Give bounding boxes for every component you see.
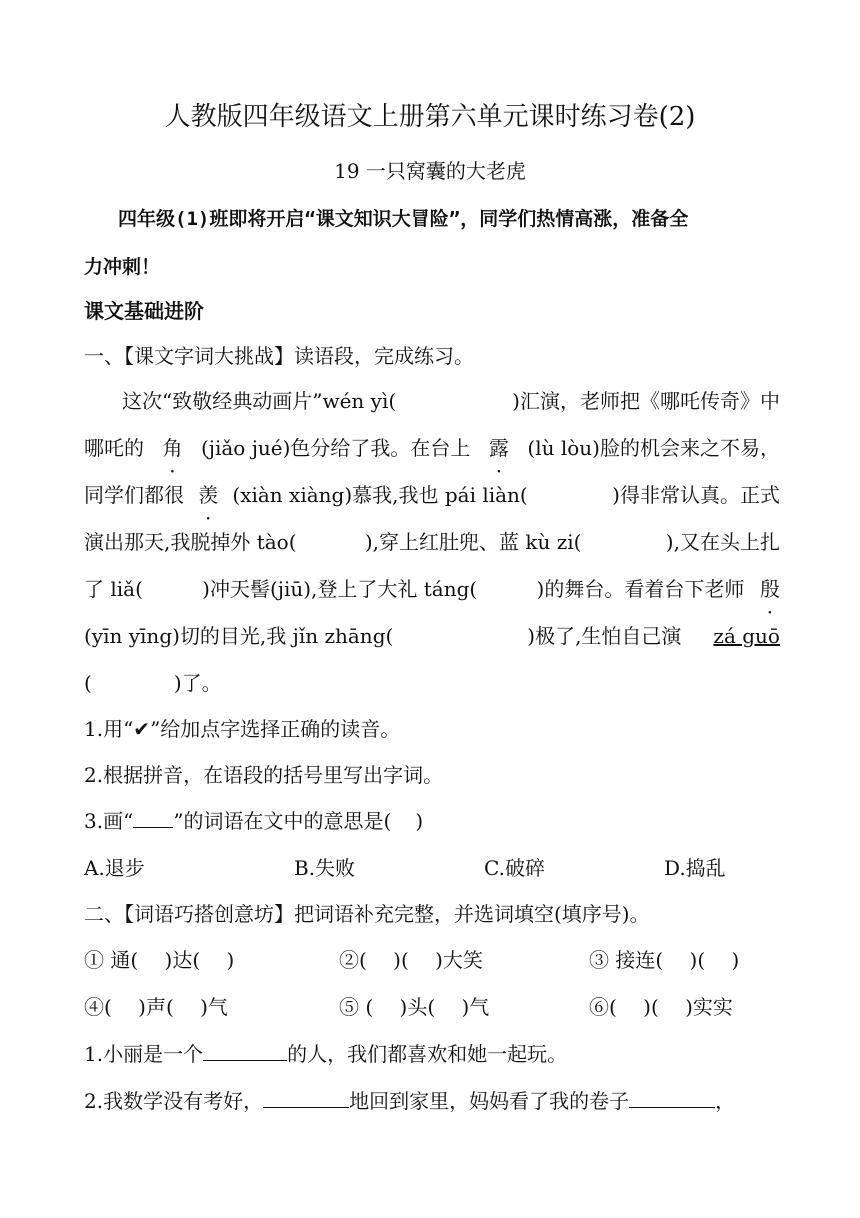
dotted-char: 殷 · [760, 574, 780, 604]
task-text: 3.画“ [84, 809, 134, 833]
passage-text: 演出那天,我脱掉外 tào( [84, 530, 297, 554]
passage-line-4 [84, 527, 780, 557]
intro-line-2: 力冲刺！ [84, 256, 161, 278]
option-b[interactable]: B.失败 [294, 856, 356, 880]
intro-line-1: 四年级(1)班即将开启“课文知识大冒险”，同学们热情高涨，准备全 [118, 208, 689, 230]
word-item[interactable]: ④( )声( )气 [84, 995, 228, 1019]
fill-blank[interactable] [629, 1087, 715, 1108]
option-d[interactable]: D.捣乱 [664, 856, 726, 880]
passage-text: )的舞台。看着台下老师 [536, 577, 745, 601]
answer-blank[interactable] [493, 574, 521, 604]
dotted-char: 羡 · [198, 480, 218, 510]
word-item[interactable]: ②( )( )大笑 [339, 948, 483, 972]
fill-sentence-1 [84, 1039, 780, 1069]
passage-line-6 [84, 621, 780, 651]
passage-text: (yīn yīng)切的目光,我 jǐn zhāng( [84, 624, 394, 648]
sentence-text: 1.小丽是一个 [84, 1042, 204, 1066]
task-1: 1.用“✔”给加点字选择正确的读音。 [84, 717, 401, 741]
answer-blank[interactable] [602, 527, 646, 557]
task-text: ”的词语在文中的意思是( [173, 809, 392, 833]
word-row-2 [84, 992, 780, 1022]
passage-text: 同学们都很 [84, 483, 184, 507]
passage-text: )极了,生怕自己演 [527, 624, 682, 648]
fill-blank[interactable] [263, 1087, 349, 1108]
passage-text: )冲天髻(jiū),登上了大礼 táng( [202, 577, 478, 601]
option-c[interactable]: C.破碎 [484, 856, 545, 880]
word-item[interactable]: ① 通( )达( ) [84, 948, 235, 972]
passage-text: (jiǎo jué)色分给了我。在台上 [200, 436, 471, 460]
word-item[interactable]: ⑥( )( )实实 [589, 995, 733, 1019]
passage-text: )汇演，老师把《哪吒传奇》中 [512, 389, 780, 413]
task-text: ) [415, 809, 424, 833]
sentence-text: 2.我数学没有考好， [84, 1089, 264, 1113]
dotted-char: 角 · [162, 433, 182, 463]
task-2: 2.根据拼音，在语段的括号里写出字词。 [84, 763, 444, 787]
underlined-word: zá guō [713, 624, 780, 648]
lesson-subtitle: 19 一只窝囊的大老虎 [334, 159, 526, 183]
page-title: 人教版四年级语文上册第六单元课时练习卷(2) [164, 102, 696, 132]
q1-heading: 一、【课文字词大挑战】读语段，完成练习。 [84, 344, 474, 368]
sentence-text: 地回到家里，妈妈看了我的卷子 [349, 1089, 630, 1113]
word-item[interactable]: ③ 接连( )( ) [589, 948, 740, 972]
fill-sentence-2 [84, 1086, 780, 1116]
passage-text: ( [84, 671, 92, 695]
task-3 [84, 806, 780, 836]
answer-blank[interactable] [425, 621, 495, 651]
option-a[interactable]: A.退步 [84, 856, 145, 880]
sentence-text: ， [715, 1089, 736, 1113]
fill-blank[interactable] [203, 1040, 287, 1061]
q2-heading: 二、【词语巧搭创意坊】把词语补充完整，并选词填空(填序号)。 [84, 902, 650, 926]
dotted-char: 露 · [489, 433, 509, 463]
passage-text: 哪吒的 [84, 436, 144, 460]
passage-line-7 [84, 668, 780, 698]
word-item[interactable]: ⑤ ( )头( )气 [339, 995, 490, 1019]
underline-sample [133, 807, 173, 828]
passage-line-5 [84, 574, 780, 604]
passage-text: (xiàn xiàng)慕我,我也 pái liàn( [232, 483, 528, 507]
answer-blank[interactable] [542, 480, 598, 510]
passage-text: )了。 [173, 671, 222, 695]
passage-text: ),又在头上扎 [665, 530, 780, 554]
passage-line-2 [84, 433, 780, 463]
sentence-text: 的人，我们都喜欢和她一起玩。 [287, 1042, 568, 1066]
passage-text: ),穿上红肚兜、蓝 kù zi( [364, 530, 582, 554]
answer-blank[interactable] [429, 386, 479, 416]
section-heading: 课文基础进阶 [84, 299, 204, 323]
passage-text: )得非常认真。正式 [612, 483, 780, 507]
options-row [84, 853, 780, 883]
word-row-1 [84, 945, 780, 975]
answer-blank[interactable] [317, 527, 345, 557]
passage-line-1 [122, 386, 780, 416]
passage-text: (lù lòu)脸的机会来之不易， [527, 436, 780, 460]
answer-blank[interactable] [159, 574, 187, 604]
passage-text: 这次“致敬经典动画片”wén yì( [122, 389, 397, 413]
passage-text: 了 liǎ( [84, 577, 143, 601]
passage-line-3 [84, 480, 780, 510]
